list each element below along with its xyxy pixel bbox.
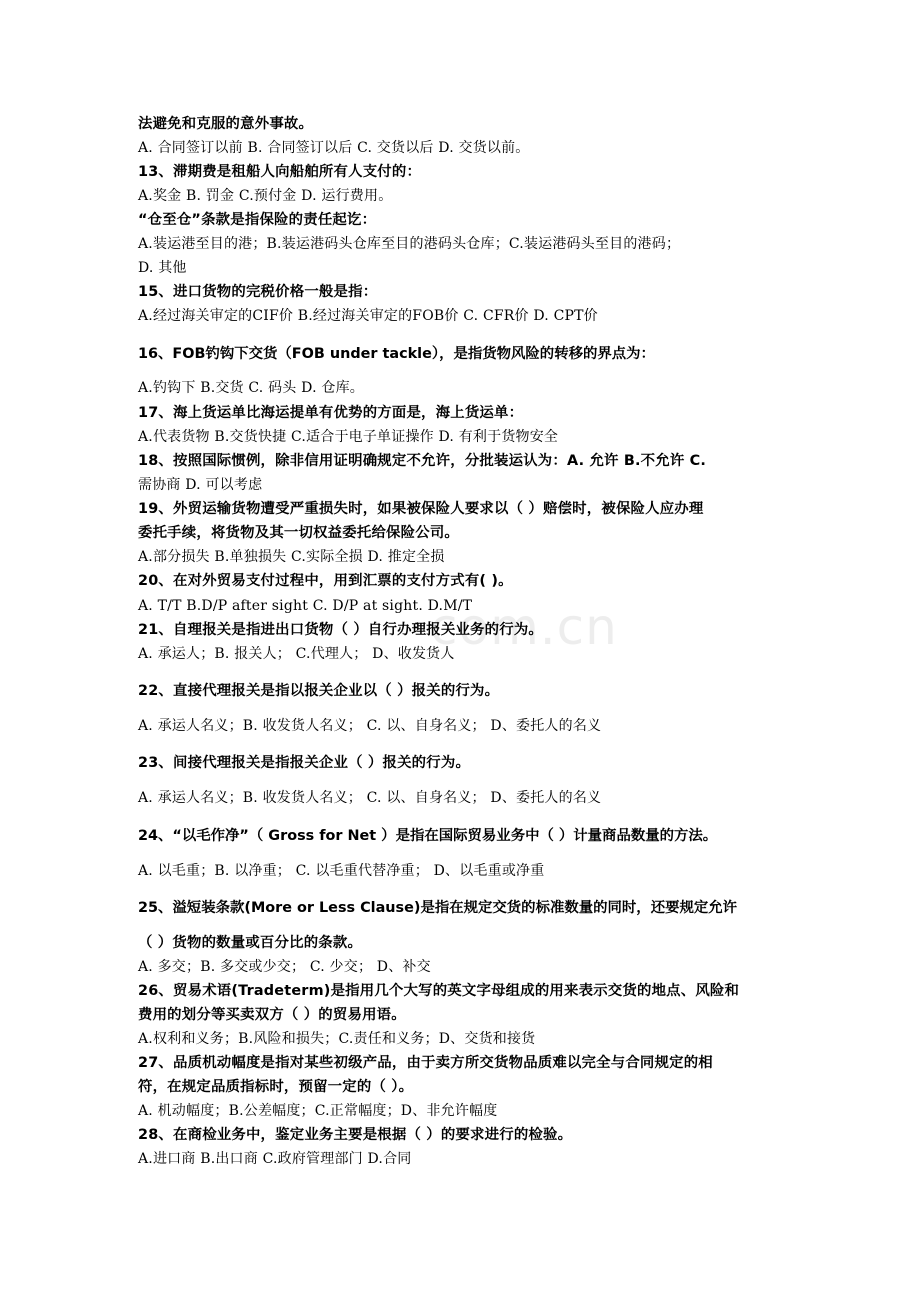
- question-line: “仓至仓”条款是指保险的责任起讫：: [138, 212, 377, 228]
- question-line: 13、滞期费是租船人向船舶所有人支付的：: [138, 164, 422, 180]
- question-line: 16、FOB钓钩下交货（FOB under tackle），是指货物风险的转移的界点为：: [138, 346, 655, 362]
- question-line: 26、贸易术语(Tradeterm)是指用几个大写的英文字母组成的用来表示交货的地点、风险和: [138, 983, 740, 999]
- answer-line: A. 承运人；B. 报关人； C.代理人； D、收发货人: [138, 646, 455, 662]
- answer-line: A. 以毛重；B. 以净重； C. 以毛重代替净重； D、以毛重或净重: [138, 863, 545, 879]
- question-line: 27、品质机动幅度是指对某些初级产品，由于卖方所交货物品质难以完全与合同规定的相: [138, 1055, 713, 1071]
- question-line: 委托手续，将货物及其一切权益委托给保险公司。: [138, 525, 459, 541]
- question-line: 24、“以毛作净”（ Gross for Net ）是指在国际贸易业务中（ ）计量商品数量的方法。: [138, 828, 718, 844]
- question-line: 25、溢短装条款(More or Less Clause)是指在规定交货的标准数量的同时，还要规定允许: [138, 900, 738, 916]
- answer-line: A.代表货物 B.交货快捷 C.适合于电子单证操作 D. 有利于货物安全: [138, 429, 559, 445]
- answer-line: A.经过海关审定的CIF价 B.经过海关审定的FOB价 C. CFR价 D. CPT价: [138, 308, 598, 324]
- question-line: 15、进口货物的完税价格一般是指：: [138, 284, 378, 300]
- answer-line: A. T/T B.D/P after sight C. D/P at sight. D.M/T: [138, 598, 473, 614]
- question-line: 18、按照国际惯例，除非信用证明确规定不允许，分批装运认为：A. 允许 B.不允许 C.: [138, 453, 707, 469]
- answer-line: A. 承运人名义；B. 收发货人名义； C. 以、自身名义； D、委托人的名义: [138, 790, 602, 806]
- answer-line: 需协商 D. 可以考虑: [138, 477, 263, 493]
- question-line: （ ）货物的数量或百分比的条款。: [138, 935, 363, 951]
- answer-line: D. 其他: [138, 260, 187, 276]
- question-line: 17、海上货运单比海运提单有优势的方面是，海上货运单：: [138, 405, 524, 421]
- answer-line: A. 承运人名义；B. 收发货人名义； C. 以、自身名义； D、委托人的名义: [138, 718, 602, 734]
- question-line: 28、在商检业务中，鉴定业务主要是根据（ ）的要求进行的检验。: [138, 1127, 573, 1143]
- answer-line: A. 机动幅度；B.公差幅度；C.正常幅度；D、非允许幅度: [138, 1103, 498, 1119]
- question-line: 费用的划分等买卖双方（ ）的贸易用语。: [138, 1007, 406, 1023]
- watermark: com.cn: [430, 598, 618, 656]
- answer-line: A.奖金 B. 罚金 C.预付金 D. 运行费用。: [138, 188, 393, 204]
- answer-line: A.进口商 B.出口商 C.政府管理部门 D.合同: [138, 1151, 412, 1167]
- question-line: 23、间接代理报关是指报关企业（ ）报关的行为。: [138, 755, 471, 771]
- question-line: 22、直接代理报关是指以报关企业以（ ）报关的行为。: [138, 683, 500, 699]
- question-line: 符，在规定品质指标时，预留一定的（ ）。: [138, 1079, 414, 1095]
- question-line: 20、在对外贸易支付过程中，用到汇票的支付方式有( )。: [138, 573, 513, 589]
- answer-line: A. 合同签订以前 B. 合同签订以后 C. 交货以后 D. 交货以前。: [138, 140, 530, 156]
- answer-line: A.权利和义务；B.风险和损失；C.责任和义务；D、交货和接货: [138, 1031, 536, 1047]
- answer-line: A. 多交；B. 多交或少交； C. 少交； D、补交: [138, 959, 431, 975]
- answer-line: A.钓钩下 B.交货 C. 码头 D. 仓库。: [138, 380, 364, 396]
- question-line: 法避免和克服的意外事故。: [138, 116, 314, 132]
- question-line: 21、自理报关是指进出口货物（ ）自行办理报关业务的行为。: [138, 622, 543, 638]
- answer-line: A.装运港至目的港；B.装运港码头仓库至目的港码头仓库；C.装运港码头至目的港码；: [138, 236, 681, 252]
- question-line: 19、外贸运输货物遭受严重损失时，如果被保险人要求以（ ）赔偿时，被保险人应办理: [138, 501, 704, 517]
- answer-line: A.部分损失 B.单独损失 C.实际全损 D. 推定全损: [138, 549, 445, 565]
